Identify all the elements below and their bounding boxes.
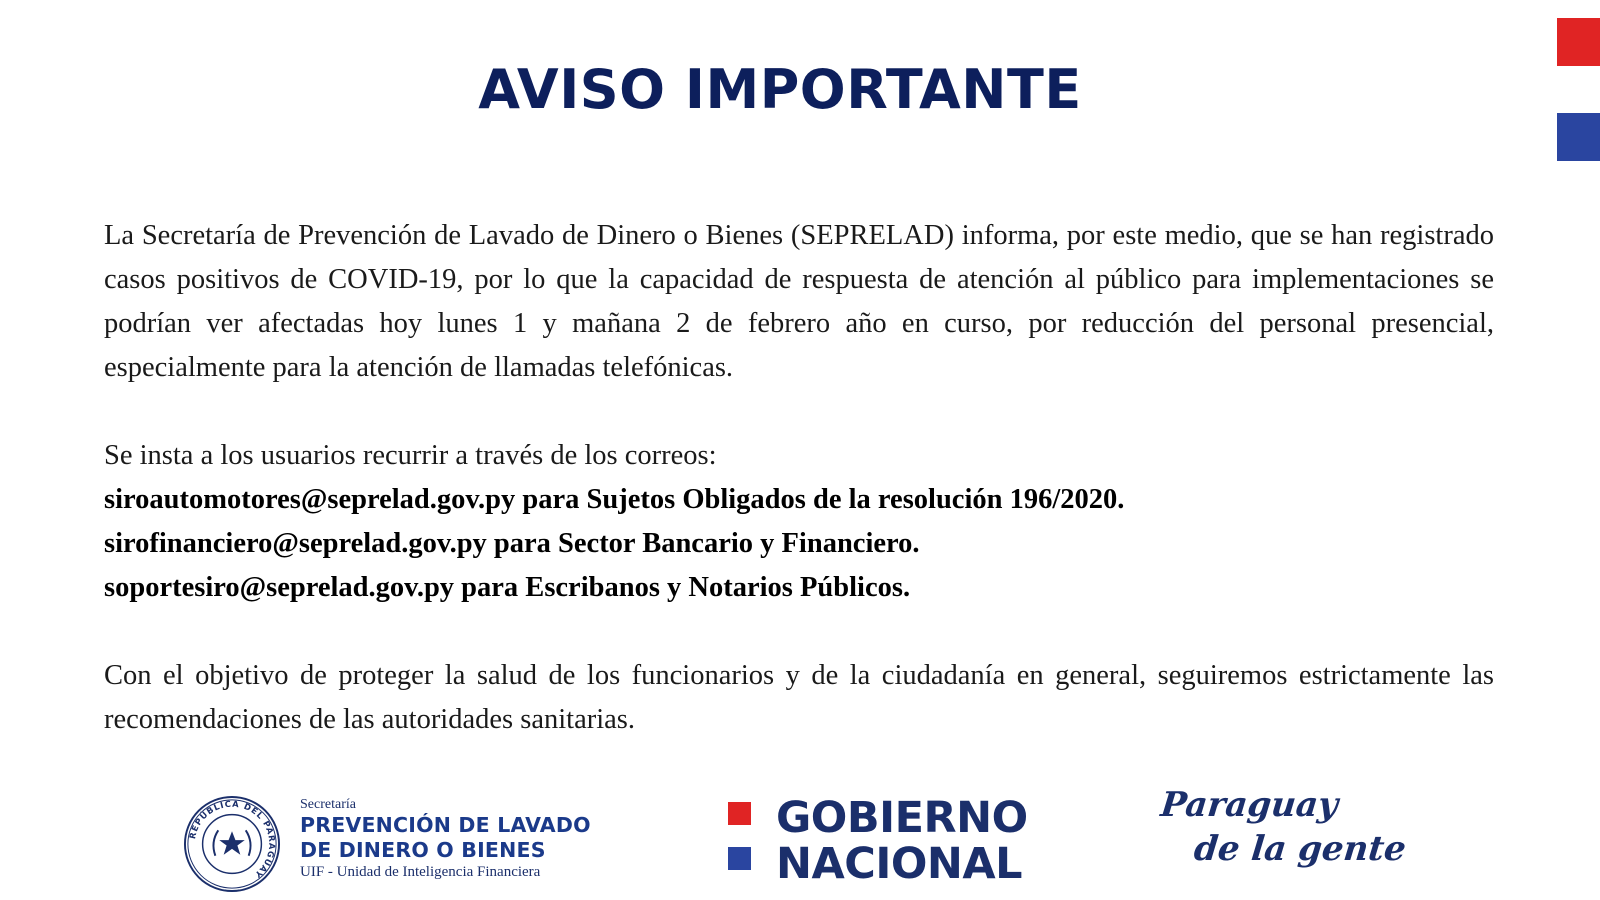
paraguay-logo-line1: Paraguay [1158, 785, 1340, 825]
seprelad-line1: PREVENCIÓN DE LAVADO [300, 813, 591, 837]
email-line-soporte: soportesiro@seprelad.gov.py para Escribanos y Notarios Públicos. [104, 572, 911, 603]
page-title: AVISO IMPORTANTE [478, 58, 1082, 121]
paragraph-closing: Con el objetivo de proteger la salud de los funcionarios y de la ciudadanía en general, seguiremos estrictamente las recomendaciones de las autoridades sanitarias. [104, 660, 1494, 735]
footer-logos [0, 785, 1600, 900]
corner-flag-red [1557, 18, 1600, 66]
seal-text: REPÚBLICA DEL PARAGUAY [187, 798, 278, 881]
corner-flag-blue [1557, 113, 1600, 161]
seprelad-secretaria: Secretaría [300, 797, 356, 812]
seprelad-line2: DE DINERO O BIENES [300, 838, 546, 862]
national-seal-icon [183, 795, 281, 893]
seprelad-logo [300, 797, 591, 882]
paraguay-logo-line2: de la gente [1192, 829, 1408, 869]
gobierno-text [776, 795, 1028, 887]
email-line-financiero: sirofinanciero@seprelad.gov.py para Sector Bancario y Financiero. [104, 528, 920, 559]
email-intro: Se insta a los usuarios recurrir a través de los correos: [104, 440, 717, 471]
paragraph-announcement: La Secretaría de Prevención de Lavado de Dinero o Bienes (SEPRELAD) informa, por este medio, que se han registrado casos positivos de COVID-19, por lo que la capacidad de respuesta de atención al público para implementaciones se podrían ver afectadas hoy lunes 1 y mañana 2 de febrero año en curso, por reducción del personal presencial, especialmente para la atención de llamadas telefónicas. [104, 220, 1494, 383]
notice-body [104, 214, 1494, 742]
gobierno-blue-square-icon [728, 847, 751, 870]
gobierno-line1: GOBIERNO [776, 793, 1028, 843]
gobierno-red-square-icon [728, 802, 751, 825]
gobierno-line2: NACIONAL [776, 839, 1023, 889]
seprelad-uif: UIF - Unidad de Inteligencia Financiera [300, 864, 541, 880]
email-line-automotores: siroautomotores@seprelad.gov.py para Sujetos Obligados de la resolución 196/2020. [104, 484, 1125, 515]
